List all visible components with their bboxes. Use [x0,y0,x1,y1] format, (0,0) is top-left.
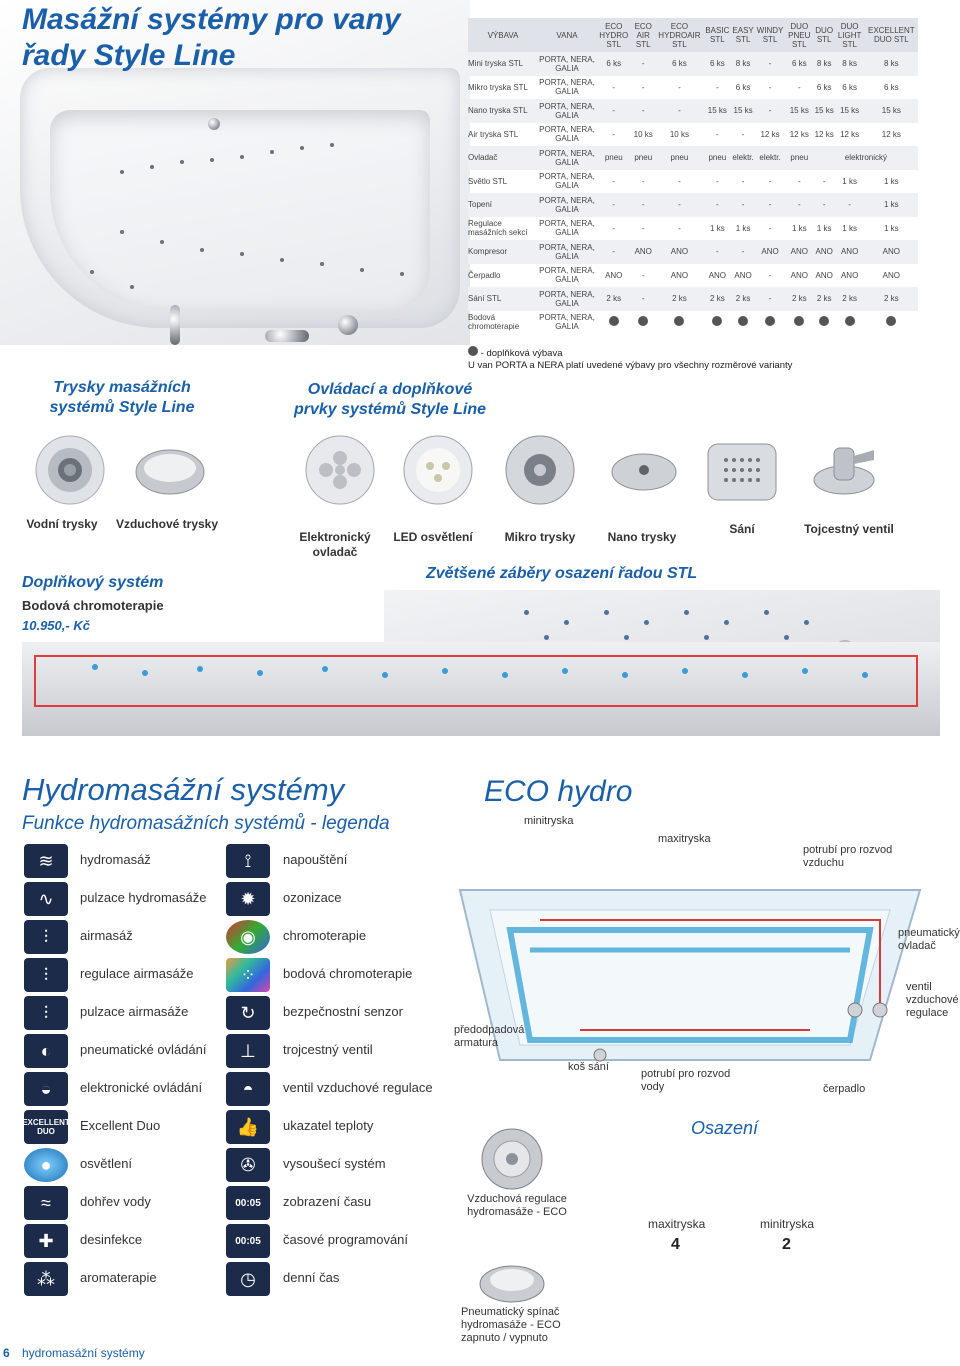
extra-system-title: Doplňkový systém [22,574,164,591]
table-cell: 6 ks [884,82,899,92]
table-cell: - [741,176,745,186]
table-row [468,264,918,288]
footer-text: hydromasážní systémy [22,1346,145,1360]
table-cell: 1 ks [735,223,751,233]
table-cell: - [768,270,772,280]
safety-sensor-icon: ↻ [226,996,270,1030]
table-cell: - [768,176,772,186]
table-cell: 6 ks [704,52,731,76]
table-cell: 6 ks [735,82,751,92]
micro-jet-label: Mikro trysky [504,530,576,544]
table-cell: 15 ks [731,99,755,123]
table-cell: - [596,240,631,264]
electronic-controller-image [300,430,380,510]
table-cell: - [716,176,719,186]
page-number: 6 [3,1346,10,1360]
option-dot-icon [631,311,655,335]
table-cell: - [704,193,731,217]
col-header: ECO HYDROAIR STL [655,18,704,52]
left-legend-label: pneumatické ovládání [80,1042,207,1057]
table-cell: - [716,129,719,139]
table-cell: - [641,270,645,280]
table-cell: ANO [815,270,833,280]
table-cell: - [678,176,681,186]
air-pulse-icon: ⫶ [24,996,68,1030]
table-cell: 12 ks [881,129,901,139]
table-row [468,170,918,194]
table-cell: - [797,176,801,186]
table-cell: - [741,129,745,139]
table-row [468,76,918,100]
table-cell: - [612,176,616,186]
table-cell: - [641,82,645,92]
table-row [468,217,918,241]
chromotherapy-icon: ◉ [226,920,270,954]
aromatherapy-icon: ⁂ [24,1262,68,1296]
table-cell: - [731,240,755,264]
pneu-controller-label: pneumatický ovladač [898,927,960,952]
table-cell: 2 ks [785,287,814,311]
table-row [468,240,918,264]
table-cell: ANO [785,240,814,264]
maxijet-count: 4 [671,1236,680,1253]
suction-label: Sání [729,522,755,536]
row-label: Čerpadlo [468,270,501,280]
legend-note-text: U van PORTA a NERA platí uvedené výbavy pro všechny rozměrové varianty [468,360,793,371]
table-row [468,193,918,217]
electronic-controller-label: Elektronický ovladač [299,530,371,559]
row-label: Sání STL [468,287,538,311]
time-display-icon: 00:05 [226,1186,270,1220]
table-cell: ANO [865,240,918,264]
three-way-valve-image [804,430,884,510]
table-cell: ANO [840,270,859,280]
table-cell: - [797,82,801,92]
table-cell: 1 ks [842,223,857,233]
option-dot-icon [468,346,478,356]
row-tub: PORTA, NERA, GALIA [538,287,596,311]
right-legend-label: denní čas [283,1270,340,1285]
air-jet-label: Vzduchové trysky [115,517,219,531]
programming-icon: 00:05 [226,1224,270,1258]
option-dot-icon [814,311,835,335]
right-legend-label: časové programování [283,1232,409,1247]
suction-basket-label: koš sání [568,1061,609,1073]
zoom-caption: Zvětšené záběry osazení řadou STL [426,565,698,582]
suction-image [702,430,782,510]
minijet-count-label: minitryska [760,1217,815,1231]
highlight-frame [34,655,918,707]
legend-title: Funkce hydromasážních systémů - legenda [22,813,390,834]
row-tub: PORTA, NERA, GALIA [539,125,595,144]
table-cell: 2 ks [814,287,835,311]
table-cell: - [755,193,785,217]
table-cell: 2 ks [655,287,704,311]
table-cell: 2 ks [704,287,731,311]
table-row [468,52,918,76]
row-tub: PORTA, NERA, GALIA [538,52,596,76]
col-header: WINDY STL [755,18,785,52]
table-cell: 2 ks [596,287,631,311]
left-legend-label: regulace airmasáže [80,966,194,981]
row-tub: PORTA, NERA, GALIA [538,193,596,217]
table-cell: 6 ks [596,52,631,76]
table-cell: 6 ks [816,82,832,92]
table-cell: - [768,82,772,92]
table-cell: - [631,52,655,76]
table-cell: ANO [655,240,704,264]
row-label: Mini tryska STL [468,52,538,76]
jets-heading: Trysky masážních systémů Style Line [49,379,195,416]
led-light-label: LED osvětlení [393,530,473,544]
table-cell: - [596,99,631,123]
left-legend-label: osvětlení [80,1156,133,1171]
lighting-icon: ● [24,1148,68,1182]
legend-dot-text: - doplňková výbava [480,348,563,359]
row-label: Bodová chromoterapie [468,313,520,332]
table-cell: 6 ks [785,52,814,76]
table-cell: - [631,99,655,123]
right-legend-label: bodová chromoterapie [283,966,413,981]
option-dot-icon [785,311,814,335]
table-cell: 12 ks [814,129,834,139]
table-cell: - [814,193,835,217]
extra-system-name: Bodová chromoterapie [22,598,164,613]
option-dot-icon [755,311,785,335]
table-cell: 15 ks [865,99,918,123]
excellent-duo-icon: EXCELLENT DUO [24,1110,68,1144]
maxijet-label: maxitryska [658,833,711,845]
option-dot-icon [655,311,704,335]
table-cell: ANO [670,270,689,280]
row-tub: PORTA, NERA, GALIA [538,99,596,123]
spot-chromotherapy-icon: ⁘ [226,958,270,992]
table-row [468,99,918,123]
table-cell: elektr. [755,146,785,170]
row-tub: PORTA, NERA, GALIA [539,172,595,191]
table-cell: - [596,193,631,217]
table-cell: 1 ks [842,176,857,186]
option-dot-icon [835,311,865,335]
table-row [468,146,918,170]
table-cell: 1 ks [791,223,807,233]
option-dot-icon [865,311,918,335]
hydromassage-icon: ≋ [24,844,68,878]
maxijet-count-label: maxitryska [648,1217,706,1231]
row-label: Kompresor [468,240,538,264]
table-cell: 15 ks [835,99,865,123]
right-legend-label: ozonizace [283,890,342,905]
table-cell: 1 ks [865,193,918,217]
left-legend-label: Excellent Duo [80,1118,161,1133]
left-legend-label: aromaterapie [80,1270,157,1285]
right-legend-label: vysoušecí systém [283,1156,386,1171]
option-dot-icon [596,311,631,335]
right-legend-label: chromoterapie [283,928,367,943]
row-label: Mikro tryska STL [468,82,529,92]
row-tub: PORTA, NERA, GALIA [539,219,595,238]
left-legend-label: hydromasáž [80,852,151,867]
table-cell: - [641,176,645,186]
table-cell: - [704,240,731,264]
air-regulation-caption: Vzduchová regulace hydromasáže - ECO [467,1193,567,1218]
table-cell: - [641,223,645,233]
option-dot-icon [731,311,755,335]
table-cell: - [612,82,616,92]
table-cell: - [612,129,616,139]
row-tub: PORTA, NERA, GALIA [538,240,596,264]
table-cell: 1 ks [884,223,899,233]
right-legend-label: ventil vzduchové regulace [283,1080,433,1095]
table-cell: 6 ks [655,52,704,76]
table-cell: - [631,287,655,311]
table-cell: - [755,52,785,76]
table-cell: ANO [605,270,623,280]
armature-label: předodpadová armatura [454,1024,525,1049]
table-cell: 1 ks [816,223,832,233]
col-header: EXCELLENT DUO STL [865,18,918,52]
option-dot-icon [704,311,731,335]
table-cell: 2 ks [731,287,755,311]
table-cell: 15 ks [785,99,814,123]
row-tub: PORTA, NERA, GALIA [539,78,595,97]
pneumatic-control-icon: ◐ [24,1034,68,1068]
nano-jet-image [604,430,684,510]
table-cell: - [716,82,719,92]
col-header: BASIC STL [704,18,731,52]
air-regulation-valve-icon: ◓ [226,1072,270,1106]
table-cell: pneu [631,146,655,170]
micro-jet-image [500,430,580,510]
electronic-control-icon: ◒ [24,1072,68,1106]
right-legend-label: zobrazení času [283,1194,372,1209]
table-cell: 8 ks [865,52,918,76]
table-cell: ANO [734,270,752,280]
row-label: Regulace masážních sekcí [468,219,528,238]
ozonization-icon: ✹ [226,882,270,916]
table-cell: 15 ks [814,99,835,123]
table-cell: - [755,287,785,311]
table-cell: 8 ks [814,52,835,76]
row-tub: PORTA, NERA, GALIA [539,313,595,332]
spec-table [468,18,918,334]
right-legend-label: napouštění [283,852,348,867]
eco-hydro-diagram [450,850,940,1090]
table-cell: - [655,193,704,217]
col-header: DUO STL [814,18,835,52]
right-legend-label: bezpečnostní senzor [283,1004,403,1019]
pulse-hydromassage-icon: ∿ [24,882,68,916]
led-light-image [398,430,478,510]
table-row [468,311,918,335]
table-row [468,287,918,311]
eco-hydro-title: ECO hydro [484,775,633,808]
table-cell: pneu [596,146,631,170]
table-cell: pneu [655,146,704,170]
right-legend-label: trojcestný ventil [283,1042,373,1057]
table-cell: elektronický [814,146,918,170]
air-valve-label: ventil vzduchové regulace [906,981,959,1019]
air-regulation-icon: ⫶ [24,958,68,992]
table-cell: - [631,193,655,217]
table-cell: - [731,193,755,217]
table-cell: ANO [835,240,865,264]
table-cell: ANO [631,240,655,264]
table-cell: 1 ks [710,223,725,233]
table-cell: ANO [814,240,835,264]
air-massage-icon: ⫶ [24,920,68,954]
table-cell: ANO [882,270,900,280]
table-cell: ANO [755,240,785,264]
pump-label: čerpadlo [823,1083,866,1095]
col-header: DUO PNEU STL [785,18,814,52]
page-title: Masážní systémy pro vany řady Style Line [22,3,401,72]
row-tub: PORTA, NERA, GALIA [538,146,596,170]
table-cell: - [785,193,814,217]
table-cell: 15 ks [704,99,731,123]
left-legend-label: pulzace airmasáže [80,1004,189,1019]
osazeni-title: Osazení [691,1118,759,1138]
three-way-valve-icon: ⊥ [226,1034,270,1068]
dryer-icon: ✇ [226,1148,270,1182]
clock-icon: ◷ [226,1262,270,1296]
pneumatic-switch-caption: Pneumatický spínač hydromasáže - ECO zapnuto / vypnuto [461,1306,561,1344]
row-label: Nano tryska STL [468,99,538,123]
legend-note [468,346,792,372]
air-jet-image [130,430,210,510]
table-cell: - [678,82,681,92]
table-cell: 12 ks [840,129,860,139]
pneumatic-switch-image [476,1258,548,1306]
col-header: VANA [538,18,596,52]
table-cell: - [755,99,785,123]
water-jet-image [30,430,110,510]
table-cell: - [822,176,826,186]
table-cell: 6 ks [842,82,857,92]
water-jet-label: Vodní trysky [26,517,98,531]
left-legend-label: dohřev vody [80,1194,151,1209]
table-cell: 8 ks [731,52,755,76]
table-cell: 10 ks [669,129,689,139]
row-label: Ovladač [468,146,538,170]
table-cell: - [768,223,772,233]
col-header: EASY STL [731,18,755,52]
valve-label: Tojcestný ventil [804,522,894,536]
table-cell: 2 ks [835,287,865,311]
minijet-count: 2 [782,1236,791,1253]
col-header: DUO LIGHT STL [835,18,865,52]
left-legend-label: airmasáž [80,928,133,943]
right-legend-label: ukazatel teploty [283,1118,374,1133]
table-cell: - [678,223,681,233]
col-header: VÝBAVA [468,18,538,52]
extra-system-price: 10.950,- Kč [22,618,90,633]
table-cell: pneu [785,146,814,170]
nano-jet-label: Nano trysky [607,530,677,544]
table-row [468,123,918,147]
table-cell: ANO [790,270,808,280]
left-legend-label: desinfekce [80,1232,143,1247]
row-label: Air tryska STL [468,129,519,139]
left-legend-label: elektronické ovládání [80,1080,203,1095]
table-cell: 10 ks [633,129,653,139]
table-cell: 12 ks [760,129,780,139]
table-cell: - [655,99,704,123]
table-cell: - [835,193,865,217]
water-pipe-label: potrubí pro rozvod vody [641,1068,731,1093]
col-header: ECO HYDRO STL [596,18,631,52]
table-cell: 12 ks [789,129,809,139]
controls-heading: Ovládací a doplňkové prvky systémů Style Line [293,381,487,418]
table-cell: 2 ks [865,287,918,311]
row-tub: PORTA, NERA, GALIA [539,266,595,285]
disinfection-icon: ✚ [24,1224,68,1258]
table-cell: elektr. [731,146,755,170]
table-cell: 8 ks [835,52,865,76]
row-label: Topení [468,193,538,217]
thermometer-icon: 👍 [226,1110,270,1144]
table-cell: 1 ks [884,176,899,186]
table-cell: pneu [704,146,731,170]
filling-icon: ⟟ [226,844,270,878]
hydro-title: Hydromasážní systémy [22,772,345,807]
water-heating-icon: ≈ [24,1186,68,1220]
left-legend-label: pulzace hydromasáže [80,890,207,905]
table-cell: ANO [708,270,727,280]
air-regulation-knob-image [472,1126,552,1192]
minijet-label: minitryska [524,815,574,827]
air-pipe-label: potrubí pro rozvod vzduchu [803,844,893,869]
row-label: Světlo STL [468,176,508,186]
col-header: ECO AIR STL [631,18,655,52]
table-cell: - [612,223,616,233]
